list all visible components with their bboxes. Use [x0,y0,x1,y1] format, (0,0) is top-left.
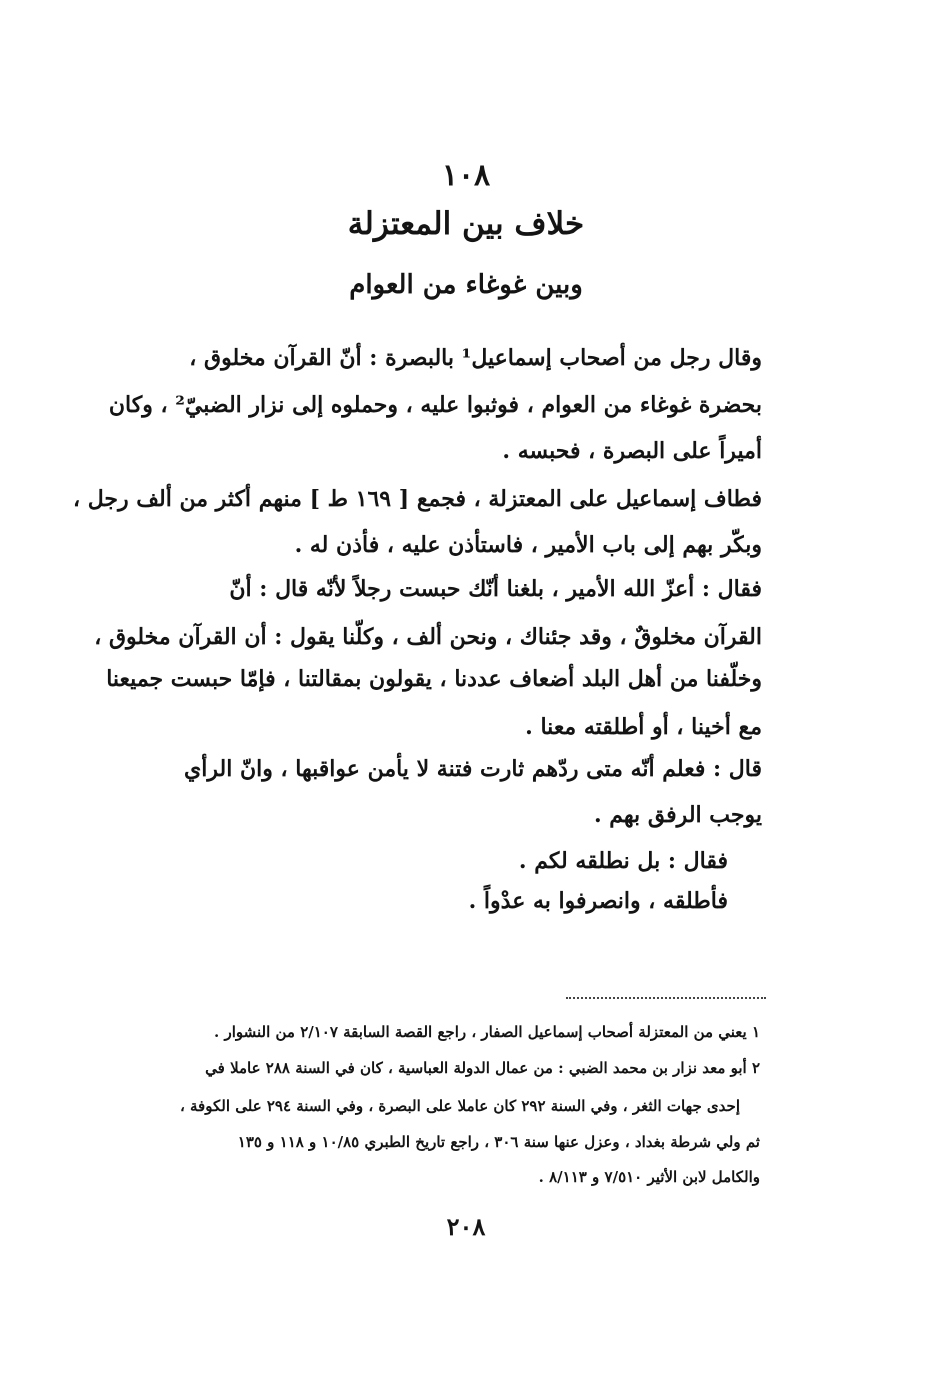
body-line: فقال : بل نطلقه لكم . [518,848,728,874]
story-number: ١٠٨ [441,158,491,193]
body-line: القرآن مخلوقٌ ، وقد جئناك ، ونحن ألف ، وكلّنا يقول : أن القرآن مخلوق ، [94,624,762,650]
story-title: خلاف بين المعتزلة [347,206,585,242]
body-line: يوجب الرفق بهم . [593,802,762,828]
footnote-line: ١ يعني من المعتزلة أصحاب إسماعيل الصفار ، راجع القصة السابقة ٢/١٠٧ من النشوار . [214,1023,760,1041]
footnote-separator [566,997,766,999]
footnote-line: إحدى جهات الثغر ، وفي السنة ٢٩٢ كان عاملا على البصرة ، وفي السنة ٢٩٤ على الكوفة ، [179,1097,740,1115]
body-line: وقال رجل من أصحاب إسماعيل¹ بالبصرة : أنّ القرآن مخلوق ، [189,345,762,371]
body-line: بحضرة غوغاء من العوام ، فوثبوا عليه ، وحملوه إلى نزار الضبيّ² ، وكان [108,392,762,418]
body-line: وبكّر بهم إلى باب الأمير ، فاستأذن عليه ، فأذن له . [294,532,762,558]
body-line: مع أخينا ، أو أطلقته معنا . [525,714,762,740]
footnote-line: ثم ولي شرطة بغداد ، وعزل عنها سنة ٣٠٦ ، راجع تاريخ الطبري ١٠/٨٥ و ١١٨ و ١٣٥ [237,1133,760,1151]
body-line: قال : فعلم أنّه متى ردّهم ثارت فتنة لا يأمن عواقبها ، وانّ الرأي [184,756,762,782]
body-line: وخلّفنا من أهل البلد أضعاف عددنا ، يقولون بمقالتنا ، فإمّا حبست جميعنا [106,666,762,692]
footnote-line: والكامل لابن الأثير ٧/٥١٠ و ٨/١١٣ . [538,1168,760,1186]
story-subtitle: وبين غوغاء من العوام [349,270,583,300]
page-number: ٢٠٨ [446,1212,486,1241]
body-line: فطاف إسماعيل على المعتزلة ، فجمع [ ١٦٩ ط ] منهم أكثر من ألف رجل ، [72,486,762,512]
body-line: فقال : أعزّ الله الأمير ، بلغنا أنّك حبست رجلاً لأنّه قال : أنّ [229,576,762,602]
body-line: فأطلقه ، وانصرفوا به عدْواً . [468,888,728,914]
footnote-line: ٢ أبو معد نزار بن محمد الضبي : من عمال الدولة العباسية ، كان في السنة ٢٨٨ عاملا في [205,1059,760,1077]
body-line: أميراً على البصرة ، فحبسه . [502,438,762,464]
